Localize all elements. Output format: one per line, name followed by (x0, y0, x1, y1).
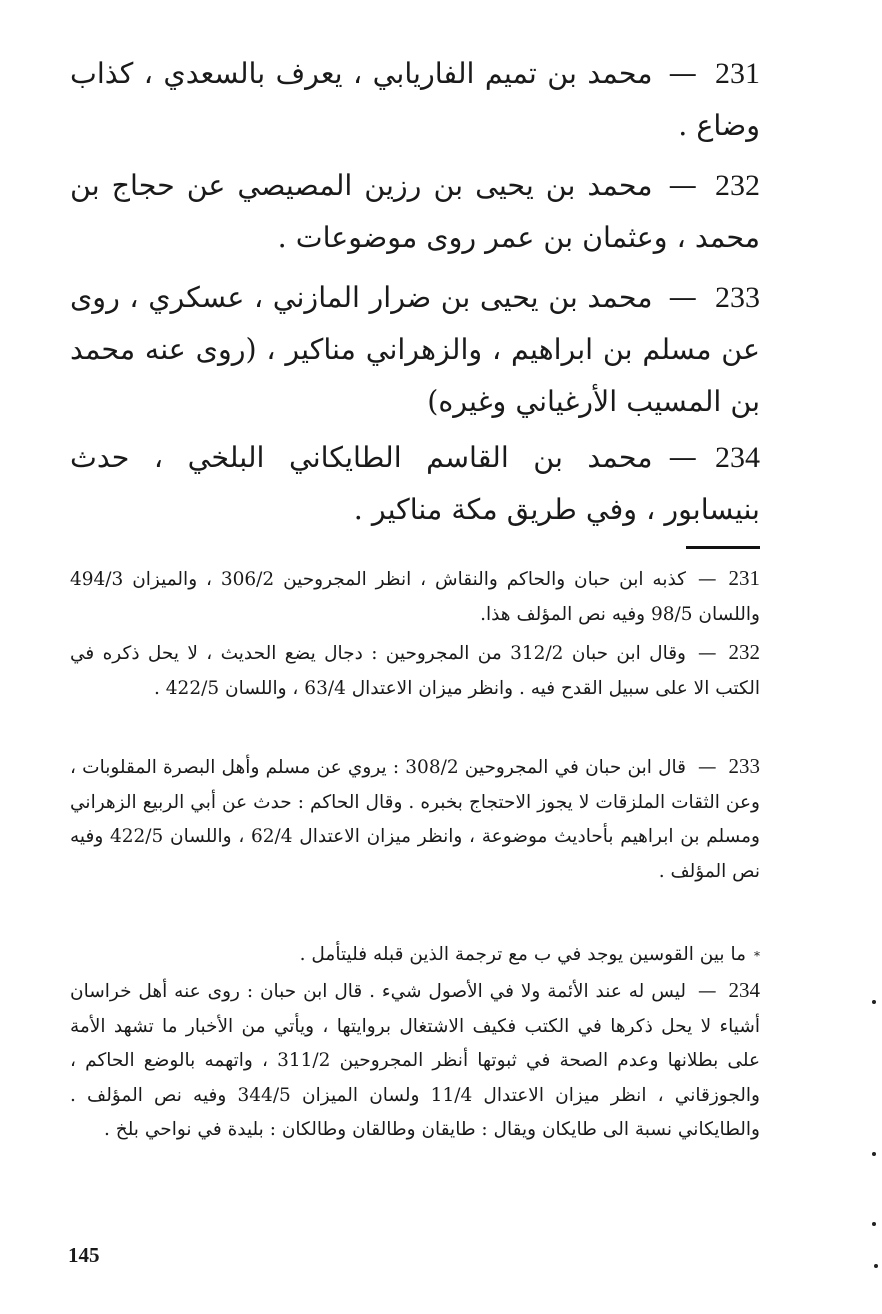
footnote-text: كذبه ابن حبان والحاكم والنقاش ، انظر المجروحين 306/2 ، والميزان 494/3 واللسان 98/5 وفيه نص المؤلف هذا. (70, 569, 760, 625)
scan-speck (872, 1222, 876, 1226)
editor-note (70, 938, 760, 974)
footnote-number: 234 (728, 978, 760, 1002)
entry-dash: — (668, 57, 697, 90)
footnote-233 (70, 749, 760, 889)
footnote-dash: — (698, 643, 717, 664)
footnote-dash: — (698, 981, 717, 1002)
footnote-text: قال ابن حبان في المجروحين 308/2 : يروي عن مسلم وأهل البصرة المقلوبات ، وعن الثقات الملزقات لا يجوز الاحتجاج بخبره . وقال الحاكم : حدث عن أبي الربيع الزهراني ومسلم بن ابراهيم بأحاديث موضوعة ، وانظر ميزان الاعتدال 62/4 ، واللسان 422/5 وفيه نص المؤلف . (70, 757, 760, 882)
scan-speck (872, 1152, 876, 1156)
footnote-text: وقال ابن حبان 312/2 من المجروحين : دجال يضع الحديث ، لا يحل ذكره في الكتب الا على سبيل القدح فيه . وانظر ميزان الاعتدال 63/4 ، واللسان 422/5 . (70, 643, 760, 699)
footnote-dash: — (698, 757, 717, 778)
footnote-number: 232 (728, 640, 760, 664)
footnote-231 (70, 561, 760, 632)
entry-232 (70, 160, 760, 264)
note-text: ما بين القوسين يوجد في ب مع ترجمة الذين قبله فليتأمل . (299, 944, 746, 965)
entry-dash: — (668, 281, 697, 314)
entry-number: 233 (715, 281, 760, 314)
footnote-232 (70, 635, 760, 706)
footnote-text: ليس له عند الأئمة ولا في الأصول شيء . قال ابن حبان : روى عنه أهل خراسان أشياء لا يحل ذكرها في الكتب فكيف الاشتغال بروايتها ، ويأتي من الأخبار ما تشهد الأمة على بطلانها وعدم الصحة في ثبوتها أنظر المجروحين 311/2 ، واتهمه بالوضع الحاكم ، والجوزقاني ، انظر ميزان الاعتدال 11/4 ولسان الميزان 344/5 وفيه نص المؤلف . والطايكاني نسبة الى طايكان ويقال : طايقان وطالقان وطالكان : بليدة في نواحي بلخ . (70, 981, 760, 1140)
footnote-separator (686, 546, 760, 549)
footnote-234 (70, 973, 760, 1148)
footnote-number: 233 (728, 754, 760, 778)
note-asterisk: * (754, 949, 760, 963)
scan-speck (874, 1264, 878, 1268)
entry-text: محمد بن القاسم الطايكاني البلخي ، حدث بنيسابور ، وفي طريق مكة مناكير . (70, 441, 760, 526)
entry-number: 231 (715, 57, 760, 90)
entry-233 (70, 272, 760, 428)
entry-231 (70, 48, 760, 152)
entry-text: محمد بن تميم الفاريابي ، يعرف بالسعدي ، كذاب وضاع . (70, 57, 760, 142)
entry-dash: — (668, 169, 697, 202)
entry-text: محمد بن يحيى بن ضرار المازني ، عسكري ، روى عن مسلم بن ابراهيم ، والزهراني مناكير ، (روى عنه محمد بن المسيب الأرغياني وغيره) (70, 281, 760, 418)
footnote-dash: — (698, 569, 717, 590)
page-number: 145 (68, 1243, 100, 1267)
entry-dash: — (668, 441, 697, 474)
entry-text: محمد بن يحيى بن رزين المصيصي عن حجاج بن محمد ، وعثمان بن عمر روى موضوعات . (70, 169, 760, 254)
entry-234 (70, 432, 760, 536)
scan-speck (872, 1000, 876, 1004)
footnote-number: 231 (728, 566, 760, 590)
entry-number: 232 (715, 169, 760, 202)
entry-number: 234 (715, 441, 760, 474)
